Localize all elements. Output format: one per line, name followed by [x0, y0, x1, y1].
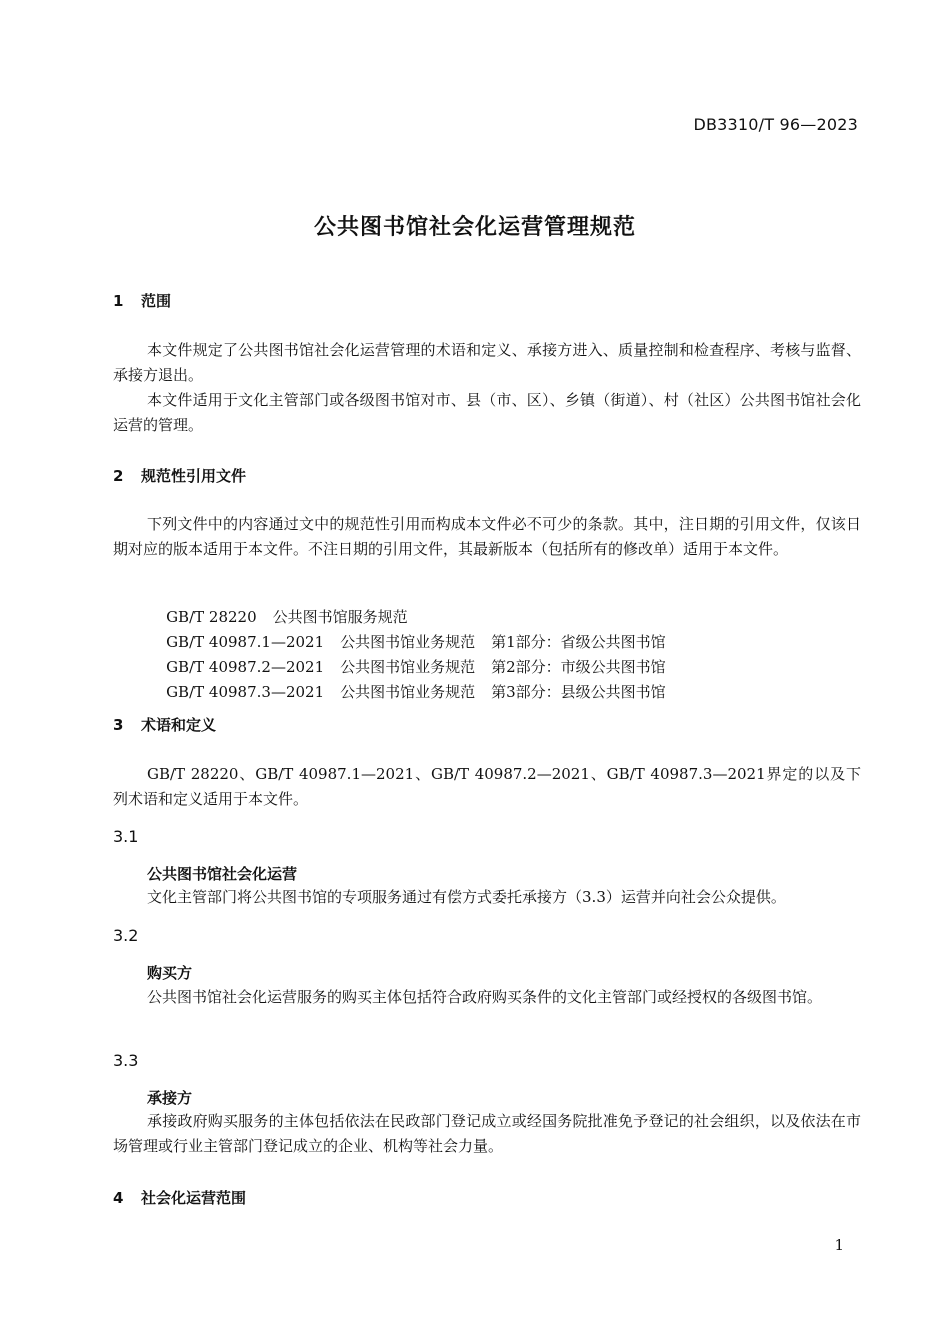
reference-part: 第1部分：省级公共图书馆: [491, 633, 666, 651]
reference-code: GB/T 40987.3—2021: [166, 683, 325, 701]
reference-name: 公共图书馆业务规范: [340, 683, 476, 701]
term-definition: 公共图书馆社会化运营服务的购买主体包括符合政府购买条件的文化主管部门或经授权的各级图书馆。: [147, 988, 823, 1006]
section-heading-terms-definitions: [113, 714, 216, 735]
section-title: 术语和定义: [141, 716, 217, 734]
reference-part: 第3部分：县级公共图书馆: [491, 683, 666, 701]
paragraph: 下列文件中的内容通过文中的规范性引用而构成本文件必不可少的条款。其中，注日期的引用文件，仅该日期对应的版本适用于本文件。不注日期的引用文件，其最新版本（包括所有的修改单）适用于本文件。: [113, 515, 861, 558]
term-definition: 承接政府购买服务的主体包括依法在民政部门登记成立或经国务院批准免予登记的社会组织，以及依法在市场管理或行业主管部门登记成立的企业、机构等社会力量。: [113, 1112, 861, 1155]
term-name: 承接方: [147, 1089, 193, 1107]
page-number: 1: [834, 1236, 844, 1254]
section-heading-operation-scope: [113, 1187, 246, 1208]
reference-code: GB/T 40987.1—2021: [166, 633, 325, 651]
paragraph: GB/T 28220、GB/T 40987.1—2021、GB/T 40987.2—2021、GB/T 40987.3—2021界定的以及下列术语和定义适用于本文件。: [113, 765, 861, 808]
section-heading-scope: [113, 290, 171, 311]
reference-item: [147, 663, 666, 720]
section-title: 规范性引用文件: [141, 467, 247, 485]
reference-name: 公共图书馆业务规范: [340, 658, 476, 676]
section-number: 2: [113, 467, 124, 485]
term-number: 3.3: [113, 1051, 139, 1070]
section-number: 4: [113, 1189, 124, 1207]
reference-code: GB/T 40987.2—2021: [166, 658, 325, 676]
term-name: 购买方: [147, 964, 193, 982]
reference-part: 第2部分：市级公共图书馆: [491, 658, 666, 676]
paragraph: 本文件规定了公共图书馆社会化运营管理的术语和定义、承接方进入、质量控制和检查程序、考核与监督、承接方退出。: [113, 341, 861, 384]
term-definition: 文化主管部门将公共图书馆的专项服务通过有偿方式委托承接方（3.3）运营并向社会公众提供。: [147, 888, 786, 906]
section-number: 3: [113, 716, 124, 734]
reference-name: 公共图书馆服务规范: [272, 608, 408, 626]
reference-code: GB/T 28220: [166, 608, 257, 626]
term-number: 3.1: [113, 827, 139, 846]
section-title: 范围: [141, 292, 172, 310]
term-number: 3.2: [113, 926, 139, 945]
section-heading-normative-references: [113, 465, 246, 486]
section-number: 1: [113, 292, 124, 310]
paragraph: 本文件适用于文化主管部门或各级图书馆对市、县（市、区）、乡镇（街道）、村（社区）公共图书馆社会化运营的管理。: [113, 391, 861, 434]
term-name: 公共图书馆社会化运营: [147, 865, 298, 883]
section-title: 社会化运营范围: [141, 1189, 247, 1207]
reference-name: 公共图书馆业务规范: [340, 633, 476, 651]
document-title: 公共图书馆社会化运营管理规范: [313, 215, 636, 240]
document-number: DB3310/T 96—2023: [693, 115, 858, 134]
